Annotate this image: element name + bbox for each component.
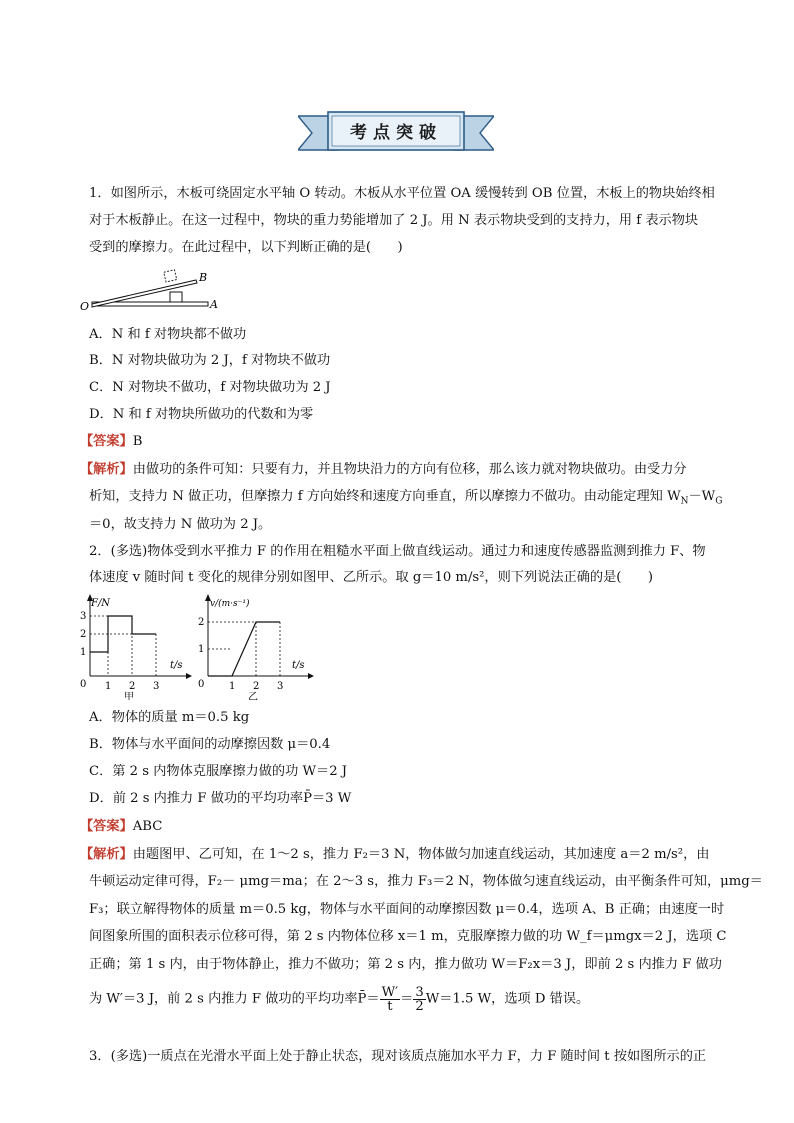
- q2-analysis-text-7: W＝1.5 W，选项 D 错误。: [425, 991, 590, 1007]
- yi-ylabel: v/(m·s⁻¹): [210, 599, 250, 609]
- q1-option-d: D．N 和 f 对物块所做功的代数和为零: [89, 407, 314, 422]
- q2-line-2: 体速度 v 随时间 t 变化的规律分别如图甲、乙所示。取 g＝10 m/s²，则下列说法正确的是( ): [89, 570, 653, 585]
- q2-graph-yi: [196, 592, 320, 700]
- q2-option-c: C．第 2 s 内物体克服摩擦力做的功 W＝2 J: [89, 764, 348, 779]
- q2-analysis-text-1: 由题图甲、乙可知，在 1～2 s，推力 F₂＝3 N，物体做匀加速直线运动，其加速度 a＝2 m/s²，由: [132, 847, 710, 862]
- q1-line-3: 受到的摩擦力。在此过程中，以下判断正确的是( ): [89, 240, 403, 255]
- q1-line-2: 对于木板静止。在这一过程中，物块的重力势能增加了 2 J。用 N 表示物块受到的支持力，用 f 表示物块: [89, 213, 699, 228]
- q2-analysis-text-6: 为 W′＝3 J，前 2 s 内推力 F 做功的平均功率P̄＝: [89, 991, 380, 1007]
- q1-analysis-tag: 【解析】: [80, 462, 133, 477]
- yi-xtick-3: 3: [277, 681, 284, 692]
- jia-ytick-3: 3: [80, 611, 87, 622]
- q1-option-a: A．N 和 f 对物块都不做功: [89, 327, 247, 342]
- q2-option-b: B．物体与水平面间的动摩擦因数 μ＝0.4: [89, 737, 331, 752]
- q2-answer: [80, 820, 162, 833]
- q2-option-d: D．前 2 s 内推力 F 做功的平均功率P̄＝3 W: [89, 791, 352, 806]
- q1-line-1: 1．如图所示，木板可绕固定水平轴 O 转动。木板从水平位置 OA 缓慢转到 OB 位置，木板上的物块始终相: [89, 186, 715, 201]
- q2-answer-tag: 【答案】: [80, 819, 133, 834]
- q2-line-1: 2．(多选)物体受到水平推力 F 的作用在粗糙水平面上做直线运动。通过力和速度传感器监测到推力 F、物: [89, 544, 706, 559]
- jia-ylabel: F/N: [91, 598, 111, 609]
- q1-analysis-3: ＝0，故支持力 N 做功为 2 J。: [89, 517, 272, 532]
- jia-xtick-0: 0: [80, 679, 87, 690]
- q2-graph-jia: [74, 592, 196, 700]
- q1-label-a: A: [210, 298, 218, 311]
- q2-frac-wt-den: t: [387, 999, 393, 1015]
- yi-ytick-2: 2: [198, 617, 205, 628]
- q2-analysis-tag: 【解析】: [80, 847, 133, 862]
- q2-frac-equals: ＝: [400, 991, 414, 1007]
- yi-xtick-2: 2: [253, 681, 260, 692]
- q3-line-1: 3．(多选)一质点在光滑水平面上处于静止状态，现对该质点施加水平力 F，力 F 随时间 t 按如图所示的正: [89, 1049, 707, 1064]
- q1-option-c: C．N 对物块不做功，f 对物块做功为 2 J: [89, 380, 331, 395]
- yi-xlabel: t/s: [292, 660, 305, 671]
- q2-answer-value: ABC: [132, 819, 163, 834]
- q2-frac-wt-num: W′: [381, 985, 399, 1000]
- q1-analysis-2: [89, 490, 722, 507]
- q2-frac-32: [413, 986, 425, 1013]
- q1-board-figure: [76, 268, 226, 314]
- q1-sub-g: G: [715, 496, 723, 507]
- q2-analysis-1: [80, 848, 709, 861]
- q1-label-b: B: [199, 271, 208, 284]
- q2-option-a: A．物体的质量 m＝0.5 kg: [89, 710, 250, 725]
- q2-frac-wt: [380, 986, 401, 1013]
- q2-analysis-6: [89, 986, 589, 1013]
- jia-xlabel: t/s: [170, 660, 183, 671]
- q1-analysis-text-2: 析知，支持力 N 做正功，但摩擦力 f 方向始终和速度方向垂直，所以摩擦力不做功。由动能定理知 W: [89, 489, 681, 504]
- yi-xtick-1: 1: [229, 681, 236, 692]
- q2-frac-32-num: 3: [415, 985, 424, 1000]
- q1-answer: [80, 435, 142, 448]
- q1-answer-tag: 【答案】: [80, 434, 133, 449]
- q1-sub-n: N: [680, 496, 689, 507]
- q1-analysis-text-1: 由做功的条件可知：只要有力，并且物块沿力的方向有位移，那么该力就对物块做功。由受力分: [132, 462, 687, 477]
- q1-analysis-minus: －W: [688, 489, 716, 504]
- banner-title: 考点突破: [350, 123, 442, 143]
- jia-xtick-3: 3: [153, 681, 160, 692]
- q1-option-b: B．N 对物块做功为 2 J，f 对物块不做功: [89, 353, 331, 368]
- yi-ytick-1: 1: [198, 644, 205, 655]
- q2-analysis-5: 正确；第 1 s 内，由于物体静止，推力不做功；第 2 s 内，推力做功 W＝F₂x＝3 J，即前 2 s 内推力 F 做功: [89, 957, 722, 972]
- yi-caption: 乙: [248, 692, 258, 700]
- jia-xtick-1: 1: [105, 681, 112, 692]
- jia-ytick-1: 1: [80, 647, 87, 658]
- q1-answer-value: B: [132, 434, 143, 449]
- section-banner: [298, 110, 494, 156]
- q1-analysis-1: [80, 463, 687, 476]
- jia-xtick-2: 2: [129, 681, 136, 692]
- q2-analysis-2: 牛顿运动定律可得，F₂－ μmg＝ma；在 2～3 s，推力 F₃＝2 N，物体做匀速直线运动，由平衡条件可知，μmg＝: [89, 874, 763, 889]
- q2-analysis-3: F₃；联立解得物体的质量 m＝0.5 kg，物体与水平面间的动摩擦因数 μ＝0.4，选项 A、B 正确；由速度一时: [89, 902, 725, 917]
- jia-caption: 甲: [124, 692, 134, 700]
- q1-label-o: O: [80, 300, 90, 313]
- q2-analysis-4: 间图象所围的面积表示位移可得，第 2 s 内物体位移 x＝1 m，克服摩擦力做的功 W_f＝μmgx＝2 J，选项 C: [89, 929, 727, 944]
- yi-xtick-0: 0: [198, 679, 205, 690]
- jia-ytick-2: 2: [80, 629, 87, 640]
- q2-frac-32-den: 2: [415, 999, 424, 1015]
